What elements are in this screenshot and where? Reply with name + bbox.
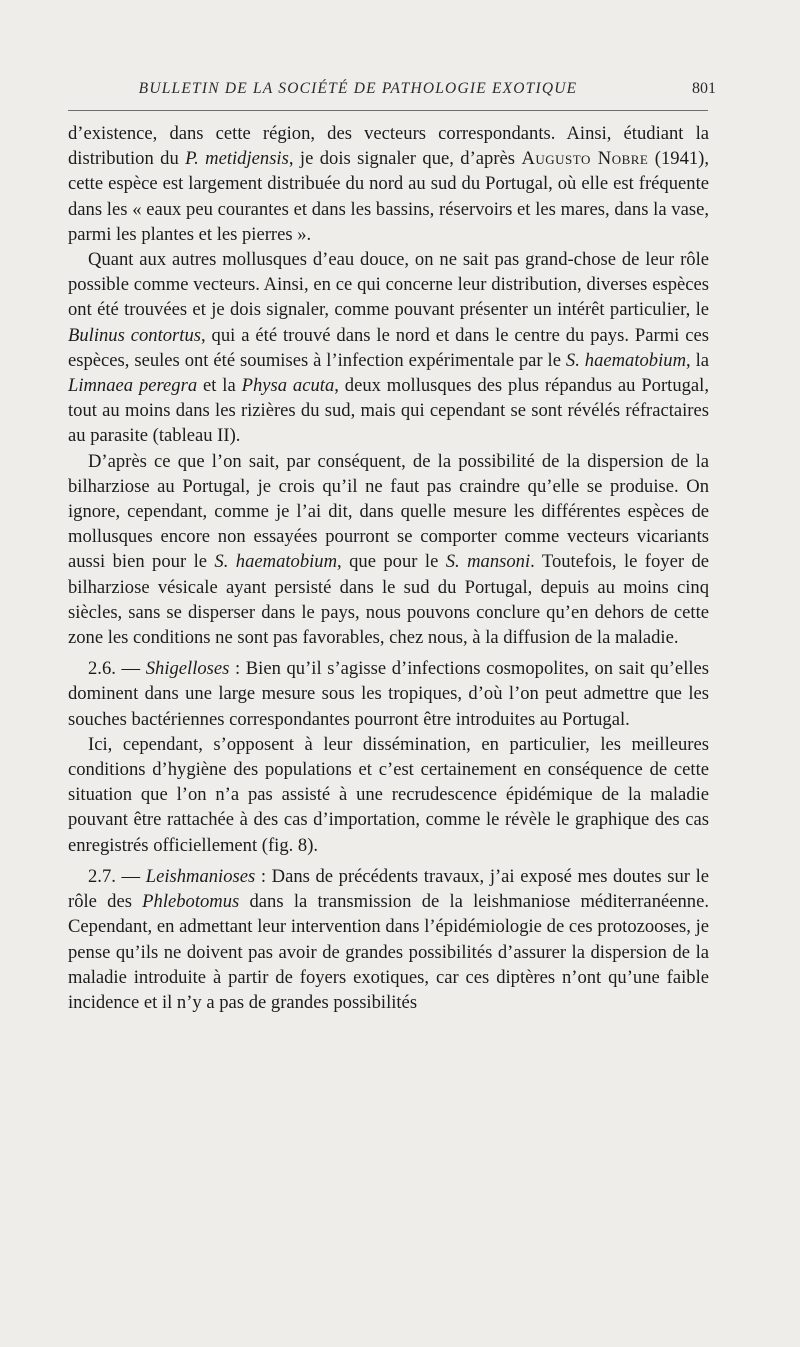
text: dans la transmission de la leishmaniose méditerranéenne. Cependant, en admettant leur intervention dans l’épidémiologie de ces protozooses, je pense qu’ils ne doivent pas avoir de grandes possibilités d’assurer la dispersion de la maladie introduite à partir de foyers exotiques, car ces diptères n’ont qu’une faible incidence et il n’y a pas de grandes possibilités bbox=[68, 891, 709, 1013]
text: d’existence, dans cette région, des vecteurs correspondants. Ainsi, étudiant la distribution du bbox=[68, 123, 709, 170]
text: et la bbox=[197, 375, 242, 397]
text: , que pour le bbox=[337, 551, 446, 573]
paragraph-1 bbox=[68, 121, 709, 247]
text: : Bien qu’il s’agisse d’infections cosmopolites, on sait qu’elles dominent dans une large mesure sous les tropiques, d’où l’on peut admettre que les souches bactériennes correspondantes pourront être introduites au Portugal. bbox=[68, 658, 710, 730]
section-2-7 bbox=[68, 864, 709, 1015]
page-number: 801 bbox=[692, 80, 716, 97]
header-rule bbox=[68, 110, 708, 111]
paragraph-2 bbox=[68, 247, 709, 449]
species-name: Bulinus contortus bbox=[68, 324, 201, 346]
author-name: Augusto Nobre bbox=[521, 148, 649, 170]
journal-title: BULLETIN DE LA SOCIÉTÉ DE PATHOLOGIE EXOTIQUE bbox=[138, 80, 578, 97]
genus-name: Phlebotomus bbox=[142, 891, 240, 913]
species-name: S. haematobium bbox=[565, 349, 686, 371]
text: , deux mollusques des plus répandus au Portugal, tout au moins dans les rizières du sud, mais qui cependant se sont révélés réfractaires au parasite (tableau II). bbox=[68, 375, 709, 447]
body-text bbox=[68, 121, 709, 1015]
paragraph-3 bbox=[68, 449, 709, 651]
text: . Toutefois, le foyer de bilharziose vésicale ayant persisté dans le sud du Portugal, depuis au moins cinq siècles, sans se disperser dans le pays, nous pouvons conclure qu’en dehors de cette zone les conditions ne sont pas favorables, chez nous, à la diffusion de la maladie. bbox=[68, 551, 709, 649]
species-name: S. mansoni bbox=[445, 551, 531, 573]
text: Ici, cependant, s’opposent à leur dissémination, en particulier, les meilleures conditions d’hygiène des populations et c’est certainement en conséquence de cette situation que l’on n’a pas assisté à une recrudescence épidémique de la maladie pouvant être rattachée à des cas d’importation, comme le révèle le graphique des cas enregistrés officiellement (fig. 8). bbox=[68, 733, 709, 856]
species-name: P. metidjensis bbox=[185, 148, 289, 170]
running-header bbox=[68, 80, 716, 106]
text: , qui a été trouvé dans le nord et dans le centre du pays. Parmi ces espèces, seules ont été soumises à l’infection expérimentale par le bbox=[68, 324, 709, 371]
section-2-6 bbox=[68, 656, 709, 732]
text: , la bbox=[686, 349, 709, 371]
species-name: S. haematobium bbox=[214, 551, 338, 573]
text: Quant aux autres mollusques d’eau douce, on ne sait pas grand-chose de leur rôle possible comme vecteurs. Ainsi, en ce qui concerne leur distribution, diverses espèces ont été trouvées et je dois signaler, comme pouvant présenter un intérêt particulier, le bbox=[68, 249, 709, 321]
text: : Dans de précédents travaux, j’ai exposé mes doutes sur le rôle des bbox=[68, 865, 709, 913]
section-heading: Leishmanioses bbox=[145, 865, 256, 887]
section-heading: Shigelloses bbox=[145, 658, 230, 680]
species-name: Limnaea peregra bbox=[68, 375, 198, 397]
species-name: Physa acuta bbox=[241, 375, 335, 397]
text: (1941), cette espèce est largement distribuée du nord au sud du Portugal, où elle est fréquente dans les « eaux peu courantes et dans les bassins, réservoirs et les mares, dans la vase, parmi les plantes et les pierres ». bbox=[68, 148, 710, 245]
section-number: 2.6. — bbox=[88, 658, 146, 680]
paragraph-5 bbox=[68, 732, 709, 858]
section-number: 2.7. — bbox=[88, 865, 146, 887]
text: , je dois signaler que, d’après bbox=[288, 148, 522, 170]
text: D’après ce que l’on sait, par conséquent, de la possibilité de la dispersion de la bilharziose au Portugal, je crois qu’il ne faut pas craindre qu’elle se produise. On ignore, cependant, comme je l’ai dit, dans quelle mesure les différentes espèces de mollusques encore non essayées pourront se comporter comme vecteurs vicariants aussi bien pour le bbox=[68, 450, 709, 573]
